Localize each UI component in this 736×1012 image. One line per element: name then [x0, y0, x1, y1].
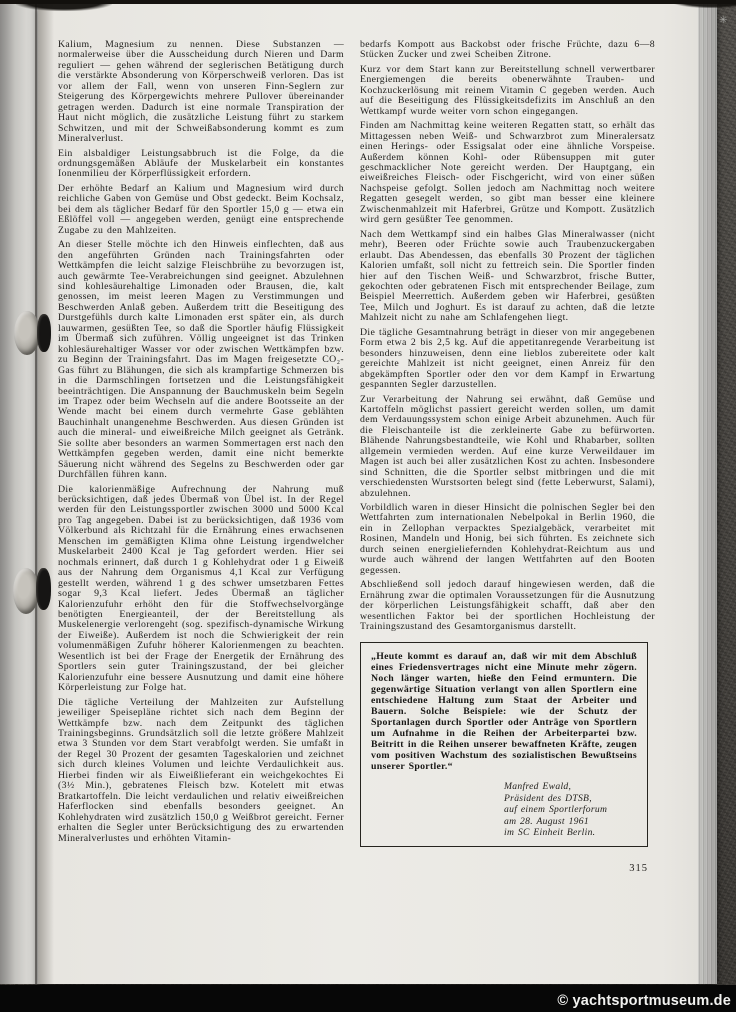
binding-stitch-mark — [37, 314, 51, 352]
dust-mark: ✳ — [719, 15, 728, 26]
book-spine — [0, 3, 40, 984]
body-paragraph: Zur Verarbeitung der Nahrung sei erwähnt, daß Gemüse und Kartoffeln möglichst passiert gereicht werden sollen, um damit dem Verdauungssystem schon einige Arbeit abzunehmen. Auch für die Fleischanteile ist die zerkleinerte Gabe zu befürworten. Blähende Nahrungsbestandteile, wie Kohl und Rhabarber, sollten allgemein vermieden werden. Auf eine kurze Verweildauer im Magen ist auch bei aller zusätzlichen Kost zu achten. Insbesondere sind Schnitten, die die Sportler selbst mitbringen und die mit verschiedensten Wurstsorten belegt sind (fette Leberwurst, Salami), abzulehnen. — [360, 393, 655, 499]
body-paragraph: Die tägliche Verteilung der Mahlzeiten zur Aufstellung jeweiliger Speisepläne richtet sich nach dem Beginn der Wettkämpfe bzw. nach dem Zeitpunkt des täglichen Trainingsbeginns. Grundsätzlich soll die letzte größere Mahlzeit etwa 3 Stunden vor dem Start verabfolgt werden. Sie umfaßt in der Regel 30 Prozent der gesamten Tageskalorien und zeichnet sich durch kleines Volumen und leichte Verdaulichkeit aus. Hierbei finden wir als Eiweißlieferant ein weichgekochtes Ei (3½ Min.), gebratenes Fleisch bzw. Kotelett mit etwas Bratkartoffeln. Die leicht verdaulichen und relativ eiweißreichen Haferflocken sind ebenfalls besonders geeignet. An Kohlehydraten wird zusätzlich 150,0 g Weißbrot gereicht. Ferner erhalten die Segler unter Berücksichtigung des zu erwartenden Mineralverlustes und erhöhten Vitamin- — [58, 696, 344, 844]
body-paragraph: Finden am Nachmittag keine weiteren Regatten statt, so erhält das Mittagessen neben Weiß- und Schwarzbrot zum Mineralersatz einen Herings- oder Essigsalat oder eine ähnliche Vorspeise. Außerdem können Kohl- oder Rübensuppen mit guter geschmacklicher Note gereicht werden. Der Hauptgang, ein eiweißreiches Fleisch- oder Fischgericht, wird von einer süßen Nachspeise gefolgt. Sollen jedoch am Nachmittag noch weitere Regatten gesegelt werden, so gibt man besser eine kleinere Zwischenmahlzeit mit Haferbrei, Grütze und Kompott. Zusätzlich wird gern gesüßter Tee genommen. — [360, 120, 655, 226]
footer-band — [0, 985, 736, 1012]
quote-text: „Heute kommt es darauf an, daß wir mit dem Abschluß eines Friedensvertrages nicht eine Minute mehr zögern. Noch länger warten, hieße den Feind ermuntern. Die gegenwärtige Situation verlangt von allen Sportlern eine entschiedene Haltung zum Staat der Arbeiter und Bauern. Solche Beispiele: wie der Schutz der Sportanlagen durch Sportler oder Anträge von Sportlern um Aufnahme in die Reihen der Arbeiterpartei bzw. Beitritt in die Reihen unserer bewaffneten Kräfte, zeugen vom positiven Wachstum des sozialistischen Bewußtseins unserer Sportler.“ — [371, 651, 637, 773]
attribution-line: auf einem Sportlerforum — [504, 804, 608, 816]
body-paragraph: Vorbildlich waren in dieser Hinsicht die polnischen Segler bei den Wettfahrten zum internationalen Nebelpokal in Berlin 1960, die ein in Zellophan verpacktes Spezialgebäck, verarbeitet mit Rosinen, Mandeln und Honig, bei sich führten. Es zeichnete sich durch seinen energieliefernden Kohlehydrat-Reichtum aus und wurde auch während der langen Wettfahrten auf den Booten gegessen. — [360, 502, 655, 576]
body-paragraph: Die tägliche Gesamtnahrung beträgt in dieser von mir angegebenen Form etwa 2 bis 2,5 kg. Auf die appetitanregende Verarbeitung ist besonders hinzuweisen, denn eine lieblos zubereitete oder kalt gereichte Mahlzeit ist nicht geeignet, einen Anreiz für den abgekämpften Sportler oder den vor dem Kampf in Erwartung gespannten Segler darzustellen. — [360, 326, 655, 391]
gutter-shadow — [38, 3, 54, 984]
attribution-line: Manfred Ewald, — [504, 781, 572, 793]
page-edge-stripes — [698, 3, 717, 984]
body-paragraph: Der erhöhte Bedarf an Kalium und Magnesium wird durch reichliche Gaben von Gemüse und Obst gedeckt. Beim Kochsalz, bei dem als täglicher Bedarf für den Sportler 15,0 g — etwa ein Eßlöffel voll — angegeben werden, genügt eine entsprechende Zugabe zu den Mahlzeiten. — [58, 182, 344, 236]
body-paragraph: Kalium, Magnesium zu nennen. Diese Substanzen — normalerweise über die Ausscheidung durch Nieren und Darm reguliert — gehen während der seglerischen Betätigung durch die verstärkte Absonderung von Körperschweiß verloren. Das ist vor allem der Fall, wenn von unseren Finn-Seglern zur Steigerung des Körpergewichts mehrere Pullover übereinander getragen werden. Dadurch ist eine normale Transpiration der Haut nicht möglich, die zusätzliche Leistung führt zu starkem Schwitzen, und mit der Schweißabsonderung kommt es zum Mineralverlust. — [58, 39, 344, 145]
quote-attribution — [371, 781, 637, 839]
body-paragraph: Nach dem Wettkampf sind ein halbes Glas Mineralwasser (nicht mehr), Beeren oder Früchte sowie auch Traubenzuckergaben erlaubt. Das Abendessen, das ebenfalls 30 Prozent der täglichen Kalorien umfaßt, soll nicht zu fettreich sein. Die Sportler finden hier auf den Tischen Weiß- und Schwarzbrot, frische Butter, gekochten oder gebratenen Fisch mit entsprechender Beilage, zum Beispiel Meerrettich. Außerdem geben wir Haferbrei, gesüßten Tee, Milch und Joghurt. Es ist darauf zu achten, daß die letzte Mahlzeit nicht zu nahe am Schlafengehen liegt. — [360, 228, 655, 324]
top-left-shadow — [16, 0, 112, 11]
body-paragraph: Kurz vor dem Start kann zur Bereitstellung schnell verwertbarer Energiemengen die bereits obenerwähnte Trauben- und Kochzuckerlösung mit reinem Vitamin C gegeben werden. Auch auf die Beseitigung des Flüssigkeitsdefizits im Anschluß an den Wettkampf wurde weiter vorn schon eingegangen. — [360, 63, 655, 117]
page-number: 315 — [629, 862, 648, 874]
attribution-line: Präsident des DTSB, — [504, 792, 592, 804]
attribution-line: im SC Einheit Berlin. — [504, 827, 596, 839]
top-right-shadow — [672, 0, 736, 8]
body-paragraph: An dieser Stelle möchte ich den Hinweis einflechten, daß aus den angeführten Gründen nach Trainingsfahrten oder Wettkämpfen die leicht salzige Fleischbrühe zu bevorzugen ist, auch gewärmte Tee-Verabreichungen sind geeignet. Abzulehnen sind kohlesäurehaltige Limonaden oder Brausen, die, kalt genossen, im meist leeren Magen zu Verstimmungen und Beschwerden Anlaß geben. Außerdem tritt die Beseitigung des Durstgefühls durch kalte Limonaden erst später ein, als durch lauwarmen, gesüßten Tee, so daß die Sportler häufig Flüssigkeit im Übermaß sich zuführen. Völlig ungeeignet ist das Trinken kohlesäurehaltiger Wasser vor oder zwischen Wettkämpfen bzw. zu Beginn der Trainingsfahrt. Das im Magen freigesetzte CO₂-Gas führt zu Blähungen, die sich als krampfartige Schmerzen bis in die Darmschlingen fortsetzen und die Leistungsfähigkeit beeinträchtigen. Die Anspannung der Bauchmuskeln beim Segeln im Trapez oder beim Wechseln auf die andere Bootsseite an der Wende macht bei einem durch vermehrte Gase geblähten Bauchinhalt unangenehme Beschwerden. Aus diesen Gründen ist auch die mineral- und eiweißreiche Milch geeignet als Getränk. Sie sollte aber besonders an warmen Sommertagen erst nach den Wettkämpfen gegeben werden, damit eine nicht bemerkte Säuerung nicht während des Segelns zu Beschwerden oder gar Durchfällen führen kann. — [58, 239, 344, 481]
quote-box — [360, 642, 648, 847]
body-paragraph: Abschließend soll jedoch darauf hingewiesen werden, daß die Ernährung zwar die optimalen Voraussetzungen für die Ausnutzung der körperlichen Leistungsfähigkeit schafft, daß aber den wesentlichen Faktor bei der sportlichen Hochleistung der Trainingszustand des Gesamtorganismus darstellt. — [360, 579, 655, 633]
attribution-line: am 28. August 1961 — [504, 815, 589, 827]
body-paragraph: Ein alsbaldiger Leistungsabbruch ist die Folge, da die ordnungsgemäßen Abläufe der Muskelarbeit ein konstantes Ionenmilieu der Körperflüssigkeit erfordern. — [58, 147, 344, 180]
watermark: © yachtsportmuseum.de — [557, 993, 731, 1009]
body-paragraph: Die kalorienmäßige Aufrechnung der Nahrung muß berücksichtigen, daß jedes Übermaß von Übel ist. In der Regel werden für den Leistungssportler zwischen 3000 und 5000 Kcal pro Tag angegeben. Dabei ist zu berücksichtigen, daß 1936 vom Völkerbund als Richtzahl für die Ernährung eines erwachsenen Menschen im gemäßigten Klima ohne Leistung irgendwelcher Muskelarbeit 2400 Kcal je Tag gefordert werden. Hier sei nochmals erinnert, daß durch 1 g Kohlehydrat oder 1 g Eiweiß aus der Nahrung dem Organismus 4,1 Kcal zur Verfügung gestellt werden, während 1 g des schwer umsetzbaren Fettes sogar 9,3 Kcal liefert. Jedes Übermaß an täglicher Kalorienzufuhr erhöht den für die Stoffwechselvorgänge benötigten Energieanteil, der der Bereitstellung als Muskelenergie verlorengeht (sog. spezifisch-dynamische Wirkung der Eiweiße). Außerdem ist noch die Schwierigkeit der rein volumenmäßigen Zufuhr höherer Kalorienmengen zu beachten. Wesentlich ist bei der Frage der Energetik der Ernährung des Sportlers sein guter Trainingszustand, der bei gleicher Kalorienzufuhr eine bessere Ausnutzung und damit eine höhere Körperleistung zur Folge hat. — [58, 483, 344, 694]
body-paragraph: bedarfs Kompott aus Backobst oder frische Früchte, dazu 6—8 Stücken Zucker und zwei Scheiben Zitrone. — [360, 39, 655, 61]
book-page — [38, 3, 717, 984]
right-text-column — [360, 40, 655, 874]
binding-stitch-mark — [36, 568, 51, 610]
gutter-crease — [35, 3, 37, 984]
left-text-column — [58, 40, 344, 848]
